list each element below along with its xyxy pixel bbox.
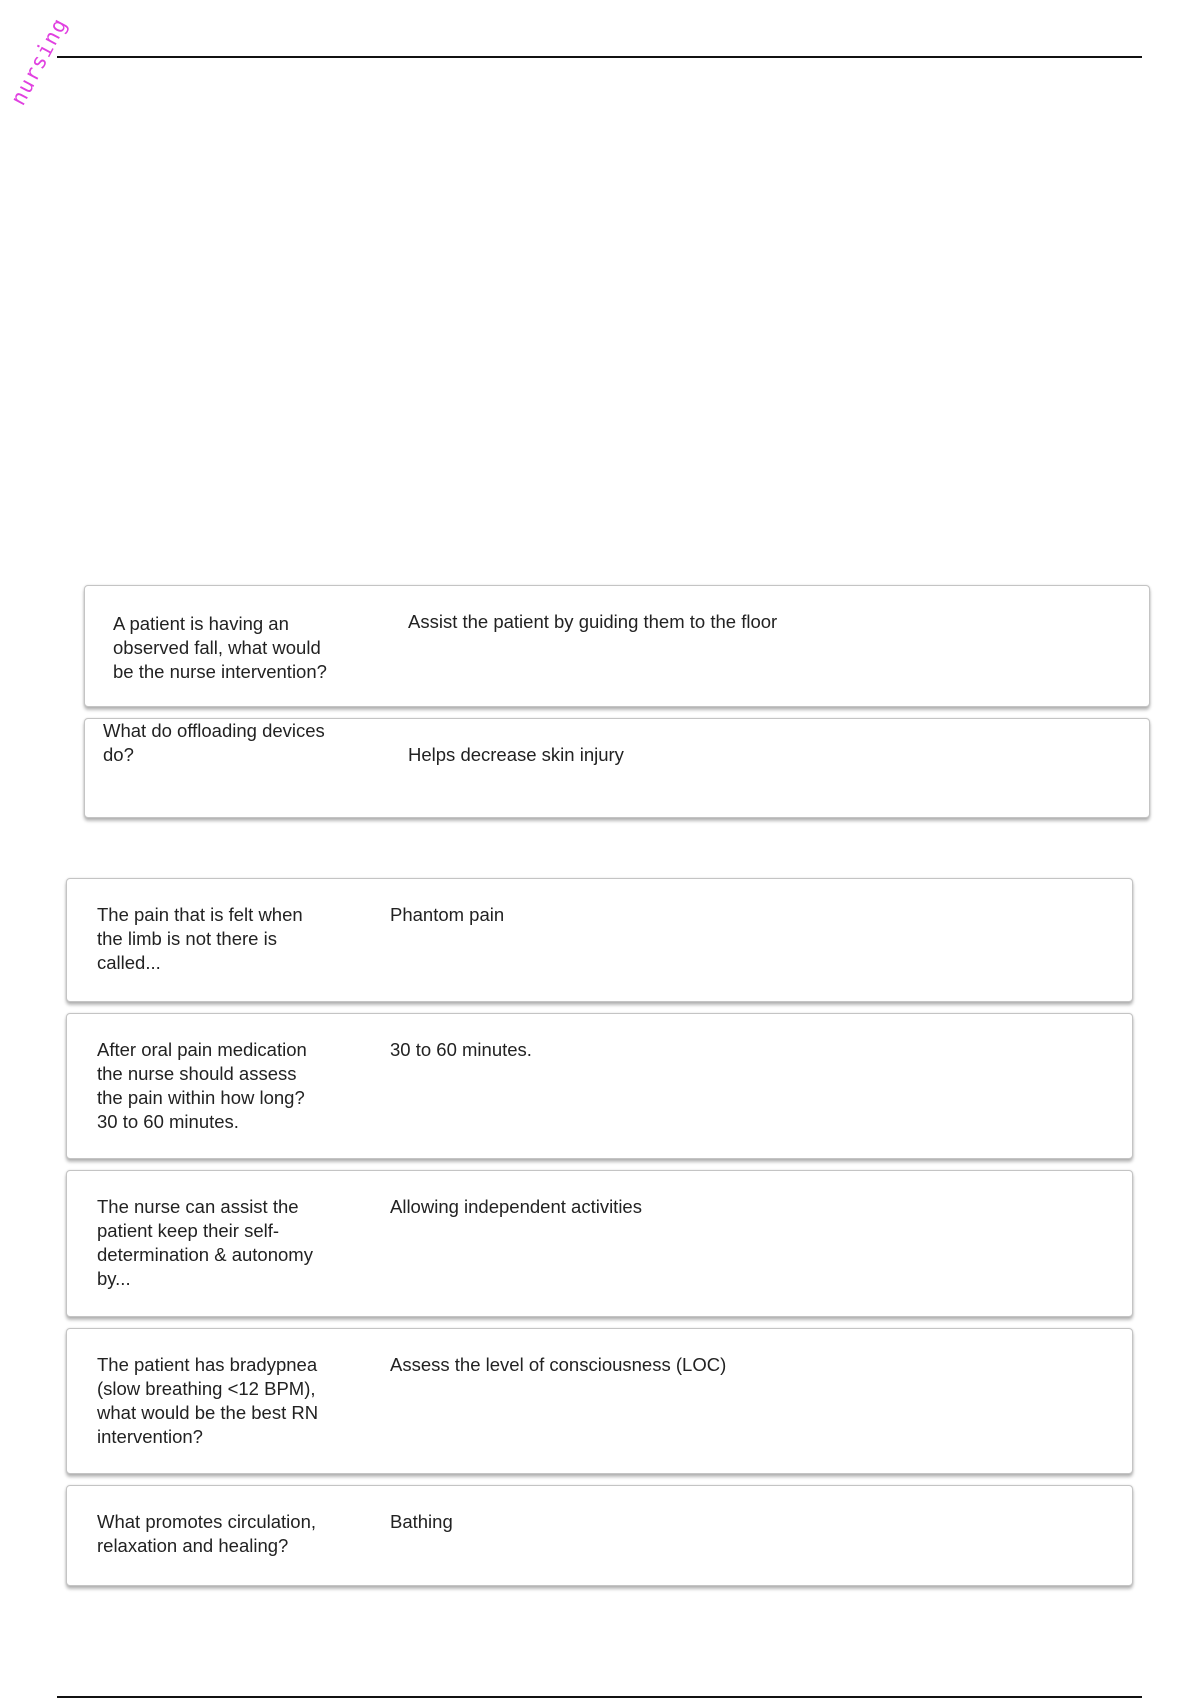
flashcard [84, 585, 1150, 707]
flashcard [66, 1485, 1133, 1586]
flashcard [66, 1328, 1133, 1474]
flashcard [66, 1170, 1133, 1317]
flashcard-definition: Phantom pain [390, 904, 505, 925]
flashcard-term: A patient is having an observed fall, what would be the nurse intervention? [113, 613, 327, 682]
flashcard [84, 718, 1150, 818]
flashcard-definition: 30 to 60 minutes. [390, 1039, 532, 1060]
flashcard [66, 878, 1133, 1002]
flashcard-term: What do offloading devices do? [103, 720, 325, 765]
flashcard-term: The patient has bradypnea (slow breathing <12 BPM), what would be the best RN intervention? [97, 1354, 319, 1447]
flashcard-definition: Allowing independent activities [390, 1196, 642, 1217]
flashcard-definition: Assess the level of consciousness (LOC) [390, 1354, 727, 1375]
header-rule [57, 56, 1142, 58]
flashcard-term: After oral pain medication the nurse should assess the pain within how long? 30 to 60 minutes. [97, 1039, 307, 1132]
flashcard-definition: Bathing [390, 1511, 453, 1532]
flashcard-term: The nurse can assist the patient keep their self- determination & autonomy by... [97, 1196, 313, 1289]
flashcard-term: What promotes circulation, relaxation and healing? [97, 1511, 317, 1556]
footer-rule [57, 1696, 1142, 1698]
flashcard-definition: Helps decrease skin injury [408, 744, 624, 765]
flashcard-definition: Assist the patient by guiding them to the floor [408, 611, 778, 632]
watermark-text: nursing [6, 13, 73, 110]
flashcard-term: The pain that is felt when the limb is not there is called... [97, 904, 303, 973]
flashcard [66, 1013, 1133, 1159]
